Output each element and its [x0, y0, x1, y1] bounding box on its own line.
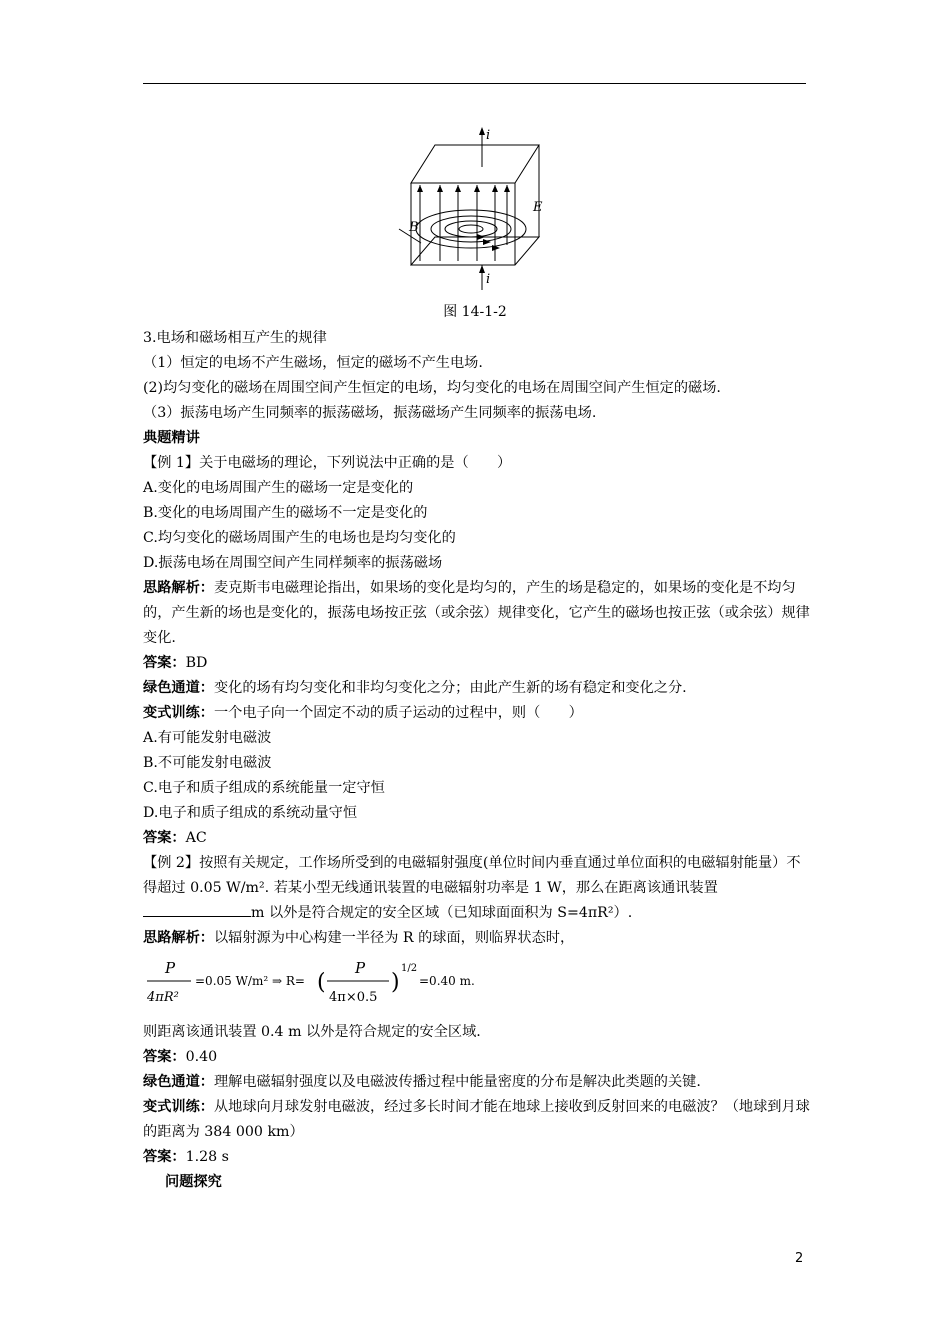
- page-number: 2: [795, 1251, 804, 1266]
- answer-value: AC: [185, 830, 207, 846]
- green-text: 理解电磁辐射强度以及电磁波传播过程中能量密度的分布是解决此类题的关键.: [213, 1074, 701, 1090]
- option: B.不可能发射电磁波: [143, 755, 272, 771]
- heading-typical-examples: 典题精讲: [143, 430, 200, 446]
- header-rule: [143, 83, 806, 84]
- variant-label: 变式训练：: [143, 705, 214, 721]
- option: D.振荡电场在周围空间产生同样频率的振荡磁场: [143, 555, 443, 571]
- label-current-top: i: [486, 128, 491, 143]
- answer-label: 答案：: [143, 1149, 186, 1165]
- label-electric-field: E: [533, 200, 543, 215]
- analysis-text: 以辐射源为中心构建一半径为 R 的球面，则临界状态时，: [213, 930, 575, 946]
- answer-value: 0.40: [185, 1049, 218, 1065]
- formula-den1: 4πR²: [147, 990, 179, 1005]
- example2-conclusion: 则距离该通讯装置 0.4 m 以外是符合规定的安全区域.: [143, 1024, 481, 1040]
- example2-question: [143, 851, 811, 926]
- green-label: 绿色通道：: [143, 1074, 214, 1090]
- option: C.电子和质子组成的系统能量一定守恒: [143, 780, 385, 796]
- example1-question: [143, 451, 811, 476]
- analysis-text: 麦克斯韦电磁理论指出，如果场的变化是均匀的，产生的场是稳定的，如果场的变化是不均匀的，产生新的场也是变化的，振荡电场按正弦（或余弦）规律变化，它产生的磁场也按正弦（或余弦）规律变化.: [143, 580, 810, 646]
- example2-text-1: 按照有关规定，工作场所受到的电磁辐射强度(单位时间内垂直通过单位面积的电磁辐射能量）不得超过 0.05 W/m². 若某小型无线通讯装置的电磁辐射功率是 1 W，那么在距离该通讯装置: [143, 855, 801, 896]
- example1-label: 【例 1】: [143, 455, 200, 471]
- answer-value: BD: [185, 655, 208, 671]
- top-plate: [411, 145, 539, 183]
- formula: [143, 951, 543, 1011]
- example2-variant: [143, 1095, 811, 1145]
- answer-label: 答案：: [143, 830, 186, 846]
- example1-text: 关于电磁场的理论，下列说法中正确的是（ ）: [199, 455, 512, 471]
- example1-green: [143, 676, 811, 701]
- example1-analysis: [143, 576, 811, 651]
- electromagnetic-field-figure: [395, 125, 555, 295]
- analysis-label: 思路解析：: [143, 580, 214, 596]
- example1-variant-answer: [143, 826, 811, 851]
- label-magnetic-field: B: [409, 220, 419, 235]
- paren-open: (: [317, 970, 326, 995]
- heading-problem-inquiry: 问题探究: [165, 1174, 222, 1190]
- figure-caption: 图 14-1-2: [443, 304, 507, 320]
- example2-answer: [143, 1045, 811, 1070]
- section-title: 3.电场和磁场相互产生的规律: [143, 330, 327, 346]
- analysis-label: 思路解析：: [143, 930, 214, 946]
- section-item: （1）恒定的电场不产生磁场，恒定的磁场不产生电场.: [143, 355, 483, 371]
- example2-variant-answer: [143, 1145, 811, 1170]
- paren-close: ): [391, 970, 400, 995]
- example2-green: [143, 1070, 811, 1095]
- answer-label: 答案：: [143, 655, 186, 671]
- option: A.有可能发射电磁波: [143, 730, 272, 746]
- option: A.变化的电场周围产生的磁场一定是变化的: [143, 480, 414, 496]
- example2-analysis: [143, 926, 811, 951]
- section-item: （3）振荡电场产生同频率的振荡磁场，振荡磁场产生同频率的振荡电场.: [143, 405, 597, 421]
- label-current-bottom: i: [486, 272, 491, 287]
- option: B.变化的电场周围产生的磁场不一定是变化的: [143, 505, 428, 521]
- variant-label: 变式训练：: [143, 1099, 214, 1115]
- option: C.均匀变化的磁场周围产生的电场也是均匀变化的: [143, 530, 456, 546]
- formula-mid: =0.05 W/m² ⇒ R=: [195, 974, 305, 988]
- formula-num1: P: [165, 959, 176, 977]
- answer-label: 答案：: [143, 1049, 186, 1065]
- section-item: (2)均匀变化的磁场在周围空间产生恒定的电场，均匀变化的电场在周围空间产生恒定的磁场.: [143, 380, 721, 396]
- answer-blank: [143, 902, 251, 917]
- option: D.电子和质子组成的系统动量守恒: [143, 805, 358, 821]
- green-text: 变化的场有均匀变化和非均匀变化之分；由此产生新的场有稳定和变化之分.: [213, 680, 687, 696]
- formula-num2: P: [355, 959, 366, 977]
- formula-den2: 4π×0.5: [329, 990, 378, 1005]
- formula-exponent: 1/2: [401, 963, 418, 974]
- variant-text: 一个电子向一个固定不动的质子运动的过程中，则（ ）: [213, 705, 583, 721]
- example1-variant: [143, 701, 811, 726]
- green-label: 绿色通道：: [143, 680, 214, 696]
- formula-result: =0.40 m.: [419, 974, 475, 988]
- document-body: [143, 326, 811, 1195]
- example2-text-2: m 以外是符合规定的安全区域（已知球面面积为 S=4πR²）.: [251, 905, 633, 921]
- bottom-plate: [411, 237, 539, 265]
- example1-answer: [143, 651, 811, 676]
- variant-text: 从地球向月球发射电磁波，经过多长时间才能在地球上接收到反射回来的电磁波？（地球到月球的距离为 384 000 km）: [143, 1099, 810, 1140]
- example2-label: 【例 2】: [143, 855, 200, 871]
- answer-value: 1.28 s: [185, 1149, 229, 1165]
